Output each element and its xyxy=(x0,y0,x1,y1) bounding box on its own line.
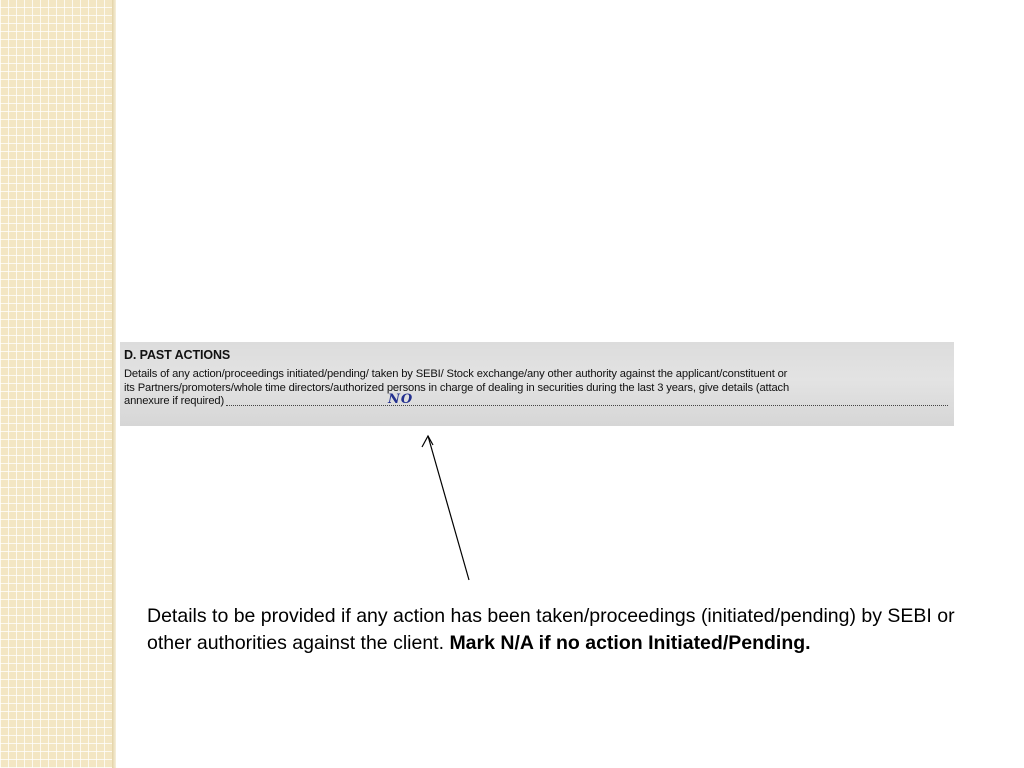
decorative-side-strip xyxy=(0,0,112,768)
form-section-heading: D. PAST ACTIONS xyxy=(124,348,231,362)
form-text-line-3: annexure if required) xyxy=(124,395,225,407)
form-answer-line xyxy=(124,392,950,409)
form-text-line-2: its Partners/promoters/whole time directors/authorized persons in charge of dealing in securities during the last 3 years, give details (attach xyxy=(124,381,790,394)
explanation-plain: Details to be provided if any action has been taken/proceedings (initiated/pending) by SEBI or other authorities against the client. xyxy=(147,605,955,654)
form-excerpt-past-actions xyxy=(120,342,954,426)
explanation-bold: Mark N/A if no action Initiated/Pending. xyxy=(449,632,811,654)
explanation-text xyxy=(147,603,997,657)
handwritten-answer: NO xyxy=(388,392,414,407)
arrow-shaft xyxy=(428,436,469,580)
dotted-answer-field xyxy=(226,397,948,406)
arrow-head xyxy=(422,436,433,447)
form-text-line-1: Details of any action/proceedings initiated/pending/ taken by SEBI/ Stock exchange/any other authority against the applicant/constituent or xyxy=(124,368,788,380)
side-strip-edge xyxy=(112,0,116,768)
